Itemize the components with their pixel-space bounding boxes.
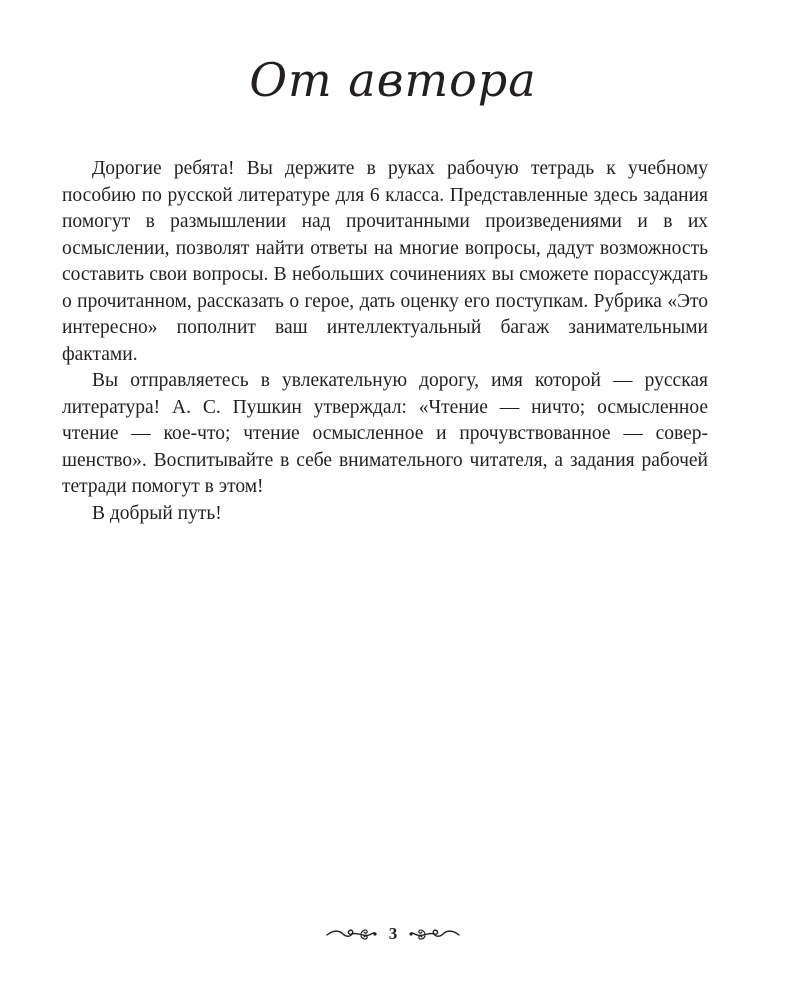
paragraph-intro: Дорогие ребята! Вы держите в руках рабочую тетрадь к учебному пособию по русской литературе для 6 класса. Представленные здесь задания помогут в размышлении над прочитанными произведениями и в их осмыслении, позволят найти ответы на многие вопросы, дадут возможность составить свои вопросы. В небольших сочинениях вы сможете порассуждать о прочитанном, рассказать о герое, дать оценку его поступкам. Рубрика «Это интересно» пополнит ваш интеллектуальный багаж занимательными фактами. [62,158,708,365]
body-text [62,156,708,527]
page-footer [0,918,786,950]
paragraph-pushkin-quote: Вы отправляетесь в увлекательную дорогу, имя которой — русская литература! А. С. Пушкин утверждал: «Чтение — ничто; осмысленное чтение — кое-что; чтение осмысленное и прочувствованное — совершенство». Воспитывайте в себе внимательного читателя, а задания рабочей тетради помогут в этом! [62,370,708,497]
page-title: От автора [249,53,537,107]
flourish-left-icon [325,926,377,942]
paragraph-closing: В добрый путь! [92,502,222,524]
flourish-right-icon [409,926,461,942]
page-number: 3 [388,924,398,943]
